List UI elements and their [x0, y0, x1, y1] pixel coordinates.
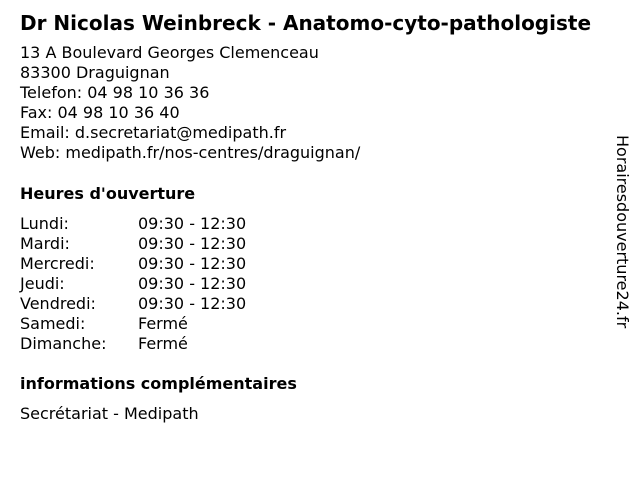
brand-watermark: Horairesdouverture24.fr: [613, 135, 632, 329]
hours-day: Samedi:: [20, 314, 86, 333]
hours-time: 09:30 - 12:30: [138, 254, 247, 273]
hours-time: Fermé: [138, 334, 188, 353]
hours-day: Dimanche:: [20, 334, 107, 353]
hours-time: Fermé: [138, 314, 188, 333]
address-street: 13 A Boulevard Georges Clemenceau: [20, 43, 319, 62]
hours-heading: Heures d'ouverture: [20, 184, 196, 203]
address-city: 83300 Draguignan: [20, 63, 170, 82]
info-text: Secrétariat - Medipath: [20, 404, 199, 423]
hours-day: Vendredi:: [20, 294, 96, 313]
email-link[interactable]: Email: d.secretariat@medipath.fr: [20, 123, 287, 142]
hours-time: 09:30 - 12:30: [138, 234, 247, 253]
website-link[interactable]: Web: medipath.fr/nos-centres/draguignan/: [20, 143, 361, 162]
fax-number: Fax: 04 98 10 36 40: [20, 103, 180, 122]
info-heading: informations complémentaires: [20, 374, 297, 393]
hours-time: 09:30 - 12:30: [138, 294, 247, 313]
page-title: Dr Nicolas Weinbreck - Anatomo-cyto-pathologiste: [20, 11, 592, 35]
hours-time: 09:30 - 12:30: [138, 274, 247, 293]
hours-day: Mardi:: [20, 234, 70, 253]
hours-time: 09:30 - 12:30: [138, 214, 247, 233]
hours-day: Jeudi:: [20, 274, 65, 293]
hours-day: Mercredi:: [20, 254, 95, 273]
hours-day: Lundi:: [20, 214, 69, 233]
contact-block: [20, 43, 360, 163]
phone-number[interactable]: Telefon: 04 98 10 36 36: [20, 83, 210, 102]
